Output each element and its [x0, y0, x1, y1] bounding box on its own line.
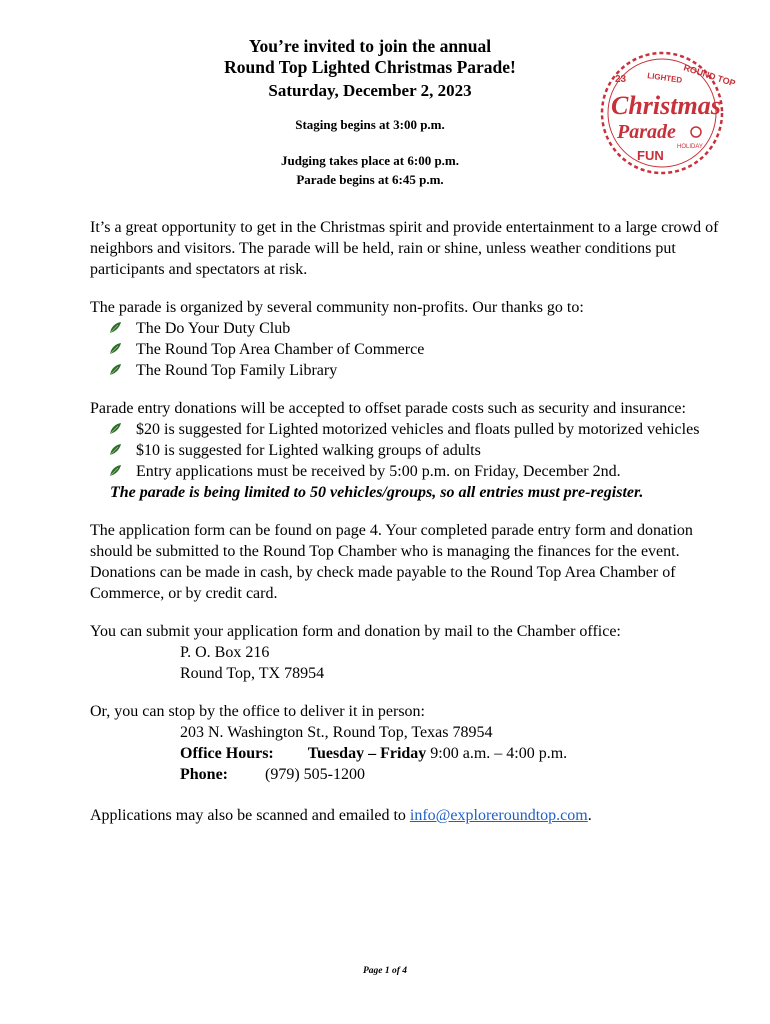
phone-number: (979) 505-1200 [265, 766, 365, 783]
holly-leaf-icon [108, 422, 123, 436]
list-item [90, 419, 730, 440]
thanks-item: The Round Top Area Chamber of Commerce [136, 341, 425, 358]
header-line-1: You’re invited to join the annual [248, 36, 492, 56]
office-hours-time: 9:00 a.m. – 4:00 p.m. [426, 745, 568, 762]
intro-paragraph: It’s a great opportunity to get in the Christmas spirit and provide entertainment to a large crowd of neighbors and visitors. The parade will be held, rain or shine, unless weather conditions put participants and spectators at risk. [90, 219, 719, 278]
list-item [90, 339, 730, 360]
phone-label: Phone: [180, 766, 228, 783]
page-number: Page 1 of 4 [362, 966, 408, 976]
logo-round-top: ROUND TOP [682, 62, 737, 89]
logo-lighted: LIGHTED [646, 71, 683, 85]
preregister-notice: The parade is being limited to 50 vehicles/groups, so all entries must pre-register. [110, 484, 644, 501]
list-item [90, 440, 730, 461]
office-hours-days: Tuesday – Friday [307, 745, 427, 762]
donations-list [90, 419, 730, 482]
list-item [90, 461, 730, 482]
thanks-item: The Do Your Duty Club [136, 320, 291, 337]
holly-leaf-icon [108, 342, 123, 356]
office-hours-label: Office Hours: [180, 745, 274, 762]
event-date: Saturday, December 2, 2023 [268, 81, 472, 100]
mail-address-line-2: Round Top, TX 78954 [180, 665, 325, 682]
logo-holiday: HOLIDAY [677, 144, 703, 150]
email-paragraph [90, 805, 730, 826]
holly-leaf-icon [108, 321, 123, 335]
email-link[interactable]: info@exploreroundtop.com [409, 807, 588, 824]
logo-fun: FUN [637, 148, 664, 163]
donation-item: $10 is suggested for Lighted walking groups of adults [136, 442, 481, 459]
office-hours [90, 743, 730, 764]
email-lead: Applications may also be scanned and emailed to [90, 807, 410, 824]
list-item [90, 360, 730, 381]
judging-time: Judging takes place at 6:00 p.m. [280, 153, 460, 168]
holly-leaf-icon [108, 363, 123, 377]
holly-leaf-icon [108, 443, 123, 457]
header-title: Round Top Lighted Christmas Parade! [224, 57, 516, 77]
donations-lead: Parade entry donations will be accepted to offset parade costs such as security and insurance: [90, 400, 686, 417]
email-trail: . [587, 807, 592, 824]
logo-parade: Parade [617, 121, 676, 143]
donation-item: $20 is suggested for Lighted motorized vehicles and floats pulled by motorized vehicles [136, 421, 700, 438]
staging-time: Staging begins at 3:00 p.m. [295, 117, 445, 132]
list-item [90, 318, 730, 339]
christmas-parade-logo [595, 48, 737, 178]
parade-time: Parade begins at 6:45 p.m. [296, 172, 444, 187]
logo-christmas: Christmas [611, 91, 721, 120]
logo-number: 23 [615, 74, 627, 85]
thanks-lead: The parade is organized by several community non-profits. Our thanks go to: [90, 299, 584, 316]
inperson-lead: Or, you can stop by the office to deliver it in person: [90, 703, 425, 720]
office-address: 203 N. Washington St., Round Top, Texas 78954 [180, 724, 493, 741]
office-phone [90, 764, 730, 785]
thanks-item: The Round Top Family Library [136, 362, 338, 379]
invitation-header [150, 36, 590, 189]
ornament-icon [691, 127, 701, 137]
holly-leaf-icon [108, 464, 123, 478]
letter-body [90, 217, 730, 826]
thanks-list [90, 318, 730, 381]
mail-lead: You can submit your application form and donation by mail to the Chamber office: [90, 623, 621, 640]
application-paragraph: The application form can be found on page 4. Your completed parade entry form and donation should be submitted to the Round Top Chamber who is managing the finances for the event. Donations can be made in cash, by check made payable to the Round Top Area Chamber of Commerce, or by credit card. [90, 522, 693, 602]
mail-address-line-1: P. O. Box 216 [180, 644, 270, 661]
donation-item: Entry applications must be received by 5:00 p.m. on Friday, December 2nd. [136, 463, 621, 480]
